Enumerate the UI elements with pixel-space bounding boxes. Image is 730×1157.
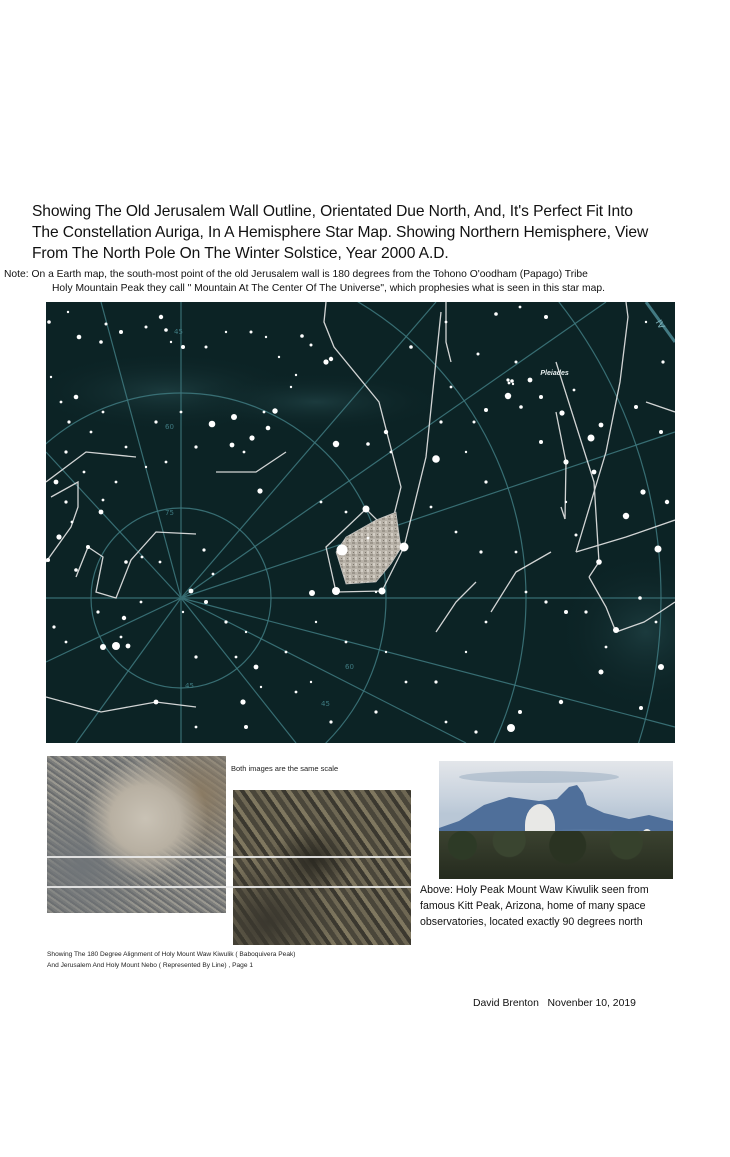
jerusalem-aerial-image: [47, 756, 226, 913]
dec-label: 75: [165, 509, 174, 517]
observatory-caption-line-1: Above: Holy Peak Mount Waw Kiwulik seen from: [420, 884, 649, 896]
dec-label: 60: [345, 663, 354, 671]
alignment-caption-line-1: Showing The 180 Degree Alignment of Holy Mount Waw Kiwulik ( Baboquivera Peak): [47, 951, 296, 958]
cloud: [459, 771, 619, 783]
observatory-caption-line-3: observatories, located exactly 90 degrees north: [420, 916, 643, 928]
pleiades-cluster: [506, 378, 514, 385]
note-line-1: Note: On a Earth map, the south-most point of the old Jerusalem wall is 180 degrees from the Tohono O'oodham (Papago) Tribe: [4, 269, 588, 280]
roman-label: IV: [652, 318, 666, 332]
observatory-caption: [420, 882, 690, 930]
pleiades-label: Pleiades: [540, 370, 569, 378]
title-line-1: Showing The Old Jerusalem Wall Outline, Orientated Due North, And, It's Perfect Fit Into: [32, 203, 633, 220]
document-title: [32, 201, 712, 264]
signature: [473, 998, 636, 1009]
dec-label: 60: [165, 423, 174, 431]
note-paragraph: [4, 268, 724, 296]
alignment-line-lower: [47, 886, 411, 888]
title-line-2: The Constellation Auriga, In A Hemisphere Star Map. Showing Northern Hemisphere, View: [32, 224, 649, 241]
star-map-graphic: [46, 302, 675, 743]
same-scale-caption: Both images are the same scale: [231, 764, 339, 773]
alignment-line-upper: [47, 856, 411, 858]
author-name: David Brenton: [473, 998, 539, 1009]
dec-label: 45: [174, 328, 183, 336]
kitt-peak-observatory-photo: [439, 761, 673, 879]
mountain-aerial-image: [233, 790, 411, 945]
title-line-3: From The North Pole On The Winter Solstice, Year 2000 A.D.: [32, 245, 449, 262]
dec-label: 45: [321, 700, 330, 708]
signature-date: Novenber 10, 2019: [547, 998, 636, 1009]
alignment-caption: [47, 950, 387, 971]
dec-label: 45: [185, 682, 194, 690]
note-line-2: Holy Mountain Peak they call " Mountain At The Center Of The Universe", which prophesies what is seen in this star map.: [52, 283, 605, 294]
alignment-caption-line-2: And Jerusalem And Holy Mount Nebo ( Represented By Line) , Page 1: [47, 961, 253, 969]
tree-line: [439, 831, 673, 879]
star-map-image: [46, 302, 675, 743]
observatory-caption-line-2: famous Kitt Peak, Arizona, home of many space: [420, 900, 646, 912]
